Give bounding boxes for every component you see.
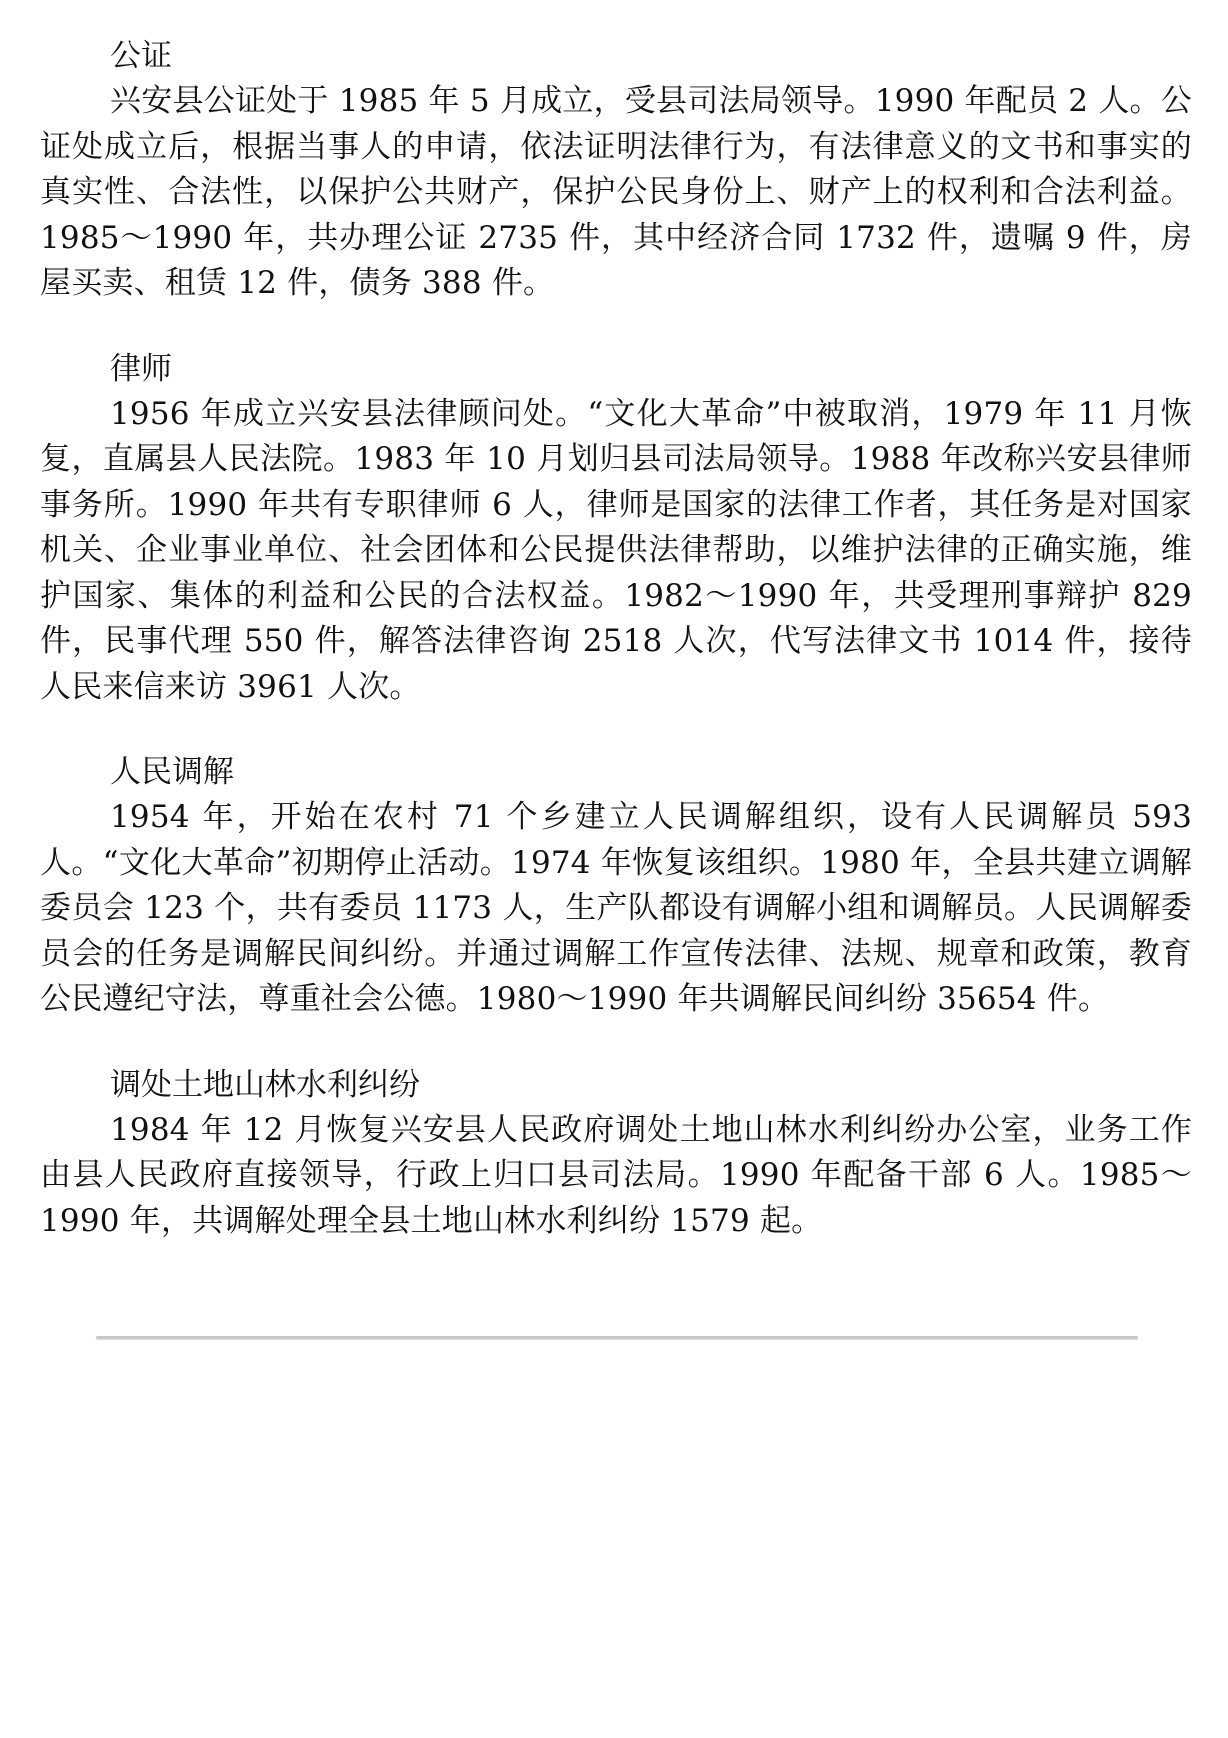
section-lawyer bbox=[40, 347, 1192, 711]
document-page bbox=[40, 34, 1192, 1284]
section-heading: 调处土地山林水利纠纷 bbox=[110, 1066, 420, 1103]
section-land-disputes bbox=[40, 1063, 1192, 1245]
section-body: 1956 年成立兴安县法律顾问处。“文化大革命”中被取消，1979 年 11 月恢复，直属县人民法院。1983 年 10 月划归县司法局领导。1988 年改称兴安县律师事务所。1990 年共有专职律师 6 人，律师是国家的法律工作者，其任务是对国家机关、企业事业单位、社会团体和公民提供法律帮助，以维护法律的正确实施，维护国家、集体的利益和公民的合法权益。1982～1990 年，共受理刑事辩护 829 件，民事代理 550 件，解答法律咨询 2518 人次，代写法律文书 1014 件，接待人民来信来访 3961 人次。 bbox=[40, 395, 1192, 705]
page-divider bbox=[96, 1336, 1138, 1339]
section-body: 1954 年，开始在农村 71 个乡建立人民调解组织，设有人民调解员 593 人。“文化大革命”初期停止活动。1974 年恢复该组织。1980 年，全县共建立调解委员会 123 个，共有委员 1173 人，生产队都设有调解小组和调解员。人民调解委员会的任务是调解民间纠纷。并通过调解工作宣传法律、法规、规章和政策，教育公民遵纪守法，尊重社会公德。1980～1990 年共调解民间纠纷 35654 件。 bbox=[40, 799, 1192, 1017]
section-heading: 人民调解 bbox=[110, 754, 234, 790]
section-heading: 公证 bbox=[110, 38, 172, 74]
section-notary bbox=[40, 34, 1192, 307]
section-heading: 律师 bbox=[110, 350, 172, 387]
section-mediation bbox=[40, 750, 1192, 1023]
section-body: 1984 年 12 月恢复兴安县人民政府调处土地山林水利纠纷办公室，业务工作由县人民政府直接领导，行政上归口县司法局。1990 年配备干部 6 人。1985～1990 年，共调解处理全县土地山林水利纠纷 1579 起。 bbox=[40, 1111, 1192, 1239]
section-body: 兴安县公证处于 1985 年 5 月成立，受县司法局领导。1990 年配员 2 人。公证处成立后，根据当事人的申请，依法证明法律行为，有法律意义的文书和事实的真实性、合法性，以保护公共财产，保护公民身份上、财产上的权利和合法利益。1985～1990 年，共办理公证 2735 件，其中经济合同 1732 件，遗嘱 9 件，房屋买卖、租赁 12 件，债务 388 件。 bbox=[40, 83, 1192, 301]
